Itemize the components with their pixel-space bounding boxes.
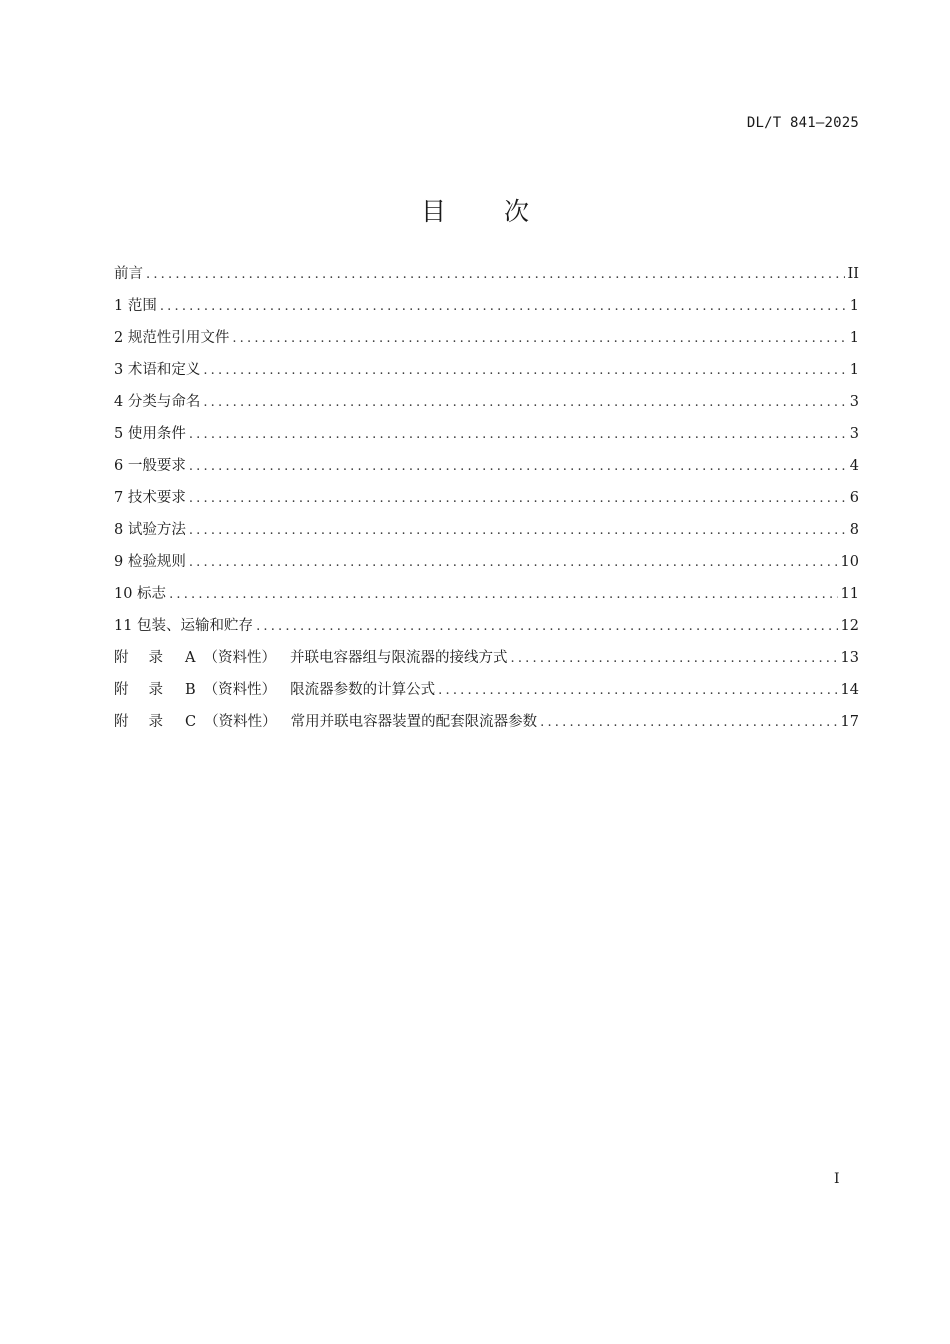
toc-entry-normative-references[interactable] — [114, 322, 859, 354]
appendix-word: 录 — [148, 650, 163, 666]
toc-appendix-label — [114, 642, 507, 674]
toc-appendix-a[interactable] — [114, 642, 859, 674]
toc-entry-page: 3 — [849, 426, 859, 442]
toc-title-left: 目 — [420, 197, 446, 226]
toc-entry-general-requirements[interactable] — [114, 450, 859, 482]
toc-leader-dots — [189, 547, 838, 579]
toc-leader-dots — [510, 643, 837, 675]
toc-entry-label: 7 技术要求 — [114, 490, 186, 506]
toc-entry-test-methods[interactable] — [114, 514, 859, 546]
toc-entry-label: 6 一般要求 — [114, 458, 186, 474]
toc-entry-page: 1 — [849, 298, 859, 314]
toc-entry-page: 6 — [849, 490, 859, 506]
appendix-nature: （资料性） — [203, 682, 277, 698]
appendix-title: 常用并联电容器装置的配套限流器参数 — [290, 714, 538, 730]
toc-entry-packaging[interactable] — [114, 610, 859, 642]
toc-entry-technical-requirements[interactable] — [114, 482, 859, 514]
toc-entry-classification[interactable] — [114, 386, 859, 418]
appendix-title: 并联电容器组与限流器的接线方式 — [289, 650, 508, 666]
toc-leader-dots — [438, 675, 837, 707]
appendix-word: 附 — [114, 682, 129, 698]
document-code: DL/T 841—2025 — [746, 115, 859, 131]
toc-entry-label: 10 标志 — [114, 586, 167, 602]
toc-entry-terms[interactable] — [114, 354, 859, 386]
toc-entry-label: 1 范围 — [114, 298, 157, 314]
appendix-letter: B — [185, 682, 196, 698]
toc-leader-dots — [203, 387, 846, 419]
toc-entry-page: 1 — [849, 362, 859, 378]
toc-entry-scope[interactable] — [114, 290, 859, 322]
toc-leader-dots — [189, 451, 847, 483]
toc-entry-foreword[interactable] — [114, 258, 859, 290]
toc-leader-dots — [203, 355, 846, 387]
toc-entry-inspection-rules[interactable] — [114, 546, 859, 578]
toc-entry-conditions[interactable] — [114, 418, 859, 450]
toc-leader-dots — [256, 611, 837, 643]
toc-leader-dots — [189, 515, 847, 547]
toc-entry-page: 12 — [840, 618, 859, 634]
toc-entry-page: 3 — [849, 394, 859, 410]
appendix-letter: A — [185, 650, 196, 666]
toc-leader-dots — [232, 323, 846, 355]
table-of-contents — [114, 258, 859, 738]
toc-entry-page: 4 — [849, 458, 859, 474]
toc-entry-label: 2 规范性引用文件 — [114, 330, 230, 346]
toc-leader-dots — [540, 707, 837, 739]
toc-entry-page: 8 — [849, 522, 859, 538]
toc-entry-marking[interactable] — [114, 578, 859, 610]
appendix-nature: （资料性） — [203, 650, 276, 666]
toc-entry-label: 前言 — [114, 266, 143, 282]
page-number: I — [834, 1171, 840, 1187]
toc-appendix-c[interactable] — [114, 706, 859, 738]
appendix-word: 附 — [114, 650, 129, 666]
toc-entry-page: 10 — [840, 554, 859, 570]
toc-appendix-b[interactable] — [114, 674, 859, 706]
toc-entry-page: II — [847, 266, 859, 282]
toc-leader-dots — [189, 419, 847, 451]
toc-entry-label: 8 试验方法 — [114, 522, 186, 538]
appendix-title: 限流器参数的计算公式 — [290, 682, 436, 698]
toc-entry-page: 11 — [840, 586, 859, 602]
toc-leader-dots — [189, 483, 847, 515]
toc-appendix-label — [114, 706, 537, 738]
toc-entry-page: 1 — [849, 330, 859, 346]
toc-leader-dots — [146, 259, 845, 291]
appendix-word: 录 — [148, 714, 163, 730]
toc-entry-label: 5 使用条件 — [114, 426, 186, 442]
appendix-word: 附 — [114, 714, 129, 730]
toc-leader-dots — [169, 579, 837, 611]
toc-appendix-label — [114, 674, 435, 706]
toc-entry-page: 13 — [840, 650, 859, 666]
toc-entry-label: 9 检验规则 — [114, 554, 186, 570]
toc-leader-dots — [160, 291, 847, 323]
toc-entry-page: 14 — [840, 682, 859, 698]
toc-title — [0, 192, 950, 228]
appendix-letter: C — [185, 714, 197, 730]
toc-title-right: 次 — [504, 197, 530, 226]
toc-entry-page: 17 — [840, 714, 859, 730]
toc-entry-label: 3 术语和定义 — [114, 362, 201, 378]
toc-entry-label: 4 分类与命名 — [114, 394, 201, 410]
appendix-nature: （资料性） — [204, 714, 277, 730]
toc-entry-label: 11 包装、运输和贮存 — [114, 618, 254, 634]
appendix-word: 录 — [148, 682, 163, 698]
